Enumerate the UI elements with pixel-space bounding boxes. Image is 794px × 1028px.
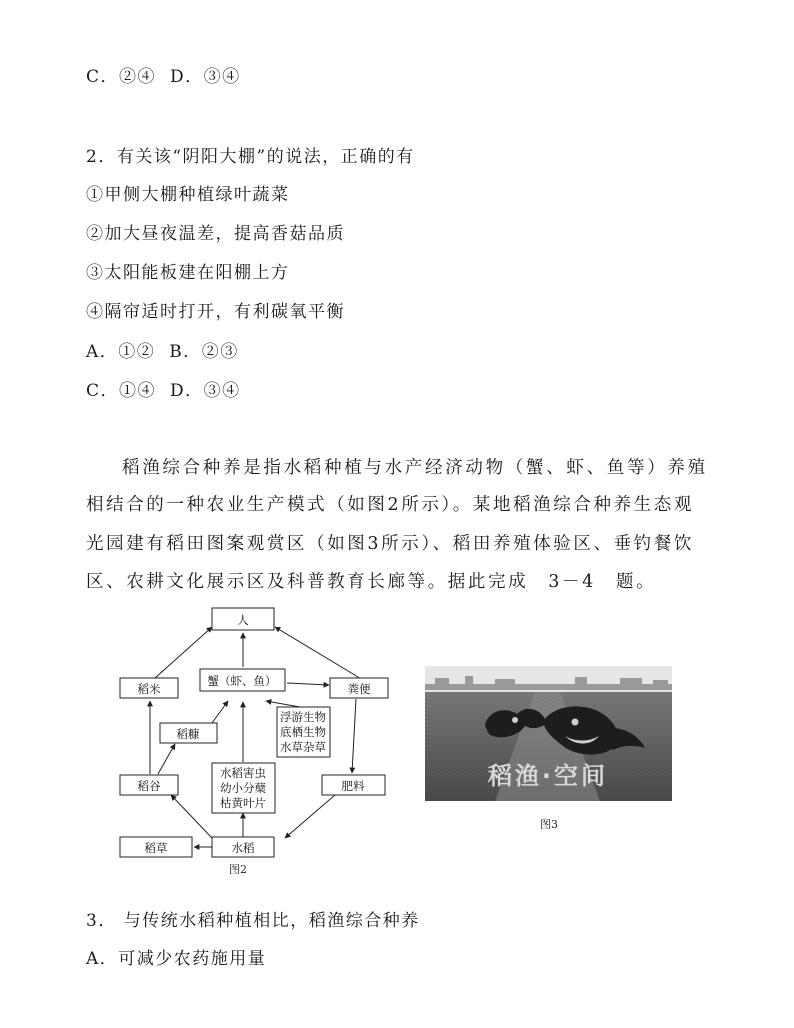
figure-2-diagram: [100, 605, 400, 880]
q2-option-b: B．②③: [169, 342, 239, 362]
q3-stem: 3． 与传统水稻种植相比，稻渔综合种养: [86, 911, 420, 931]
node-ren-label: 人: [237, 613, 249, 627]
passage-line-1: 稻渔综合种养是指水稻种植与水产经济动物（蟹、虾、鱼等）养殖: [122, 458, 708, 478]
q3-option-a: A．可减少农药施用量: [86, 949, 267, 969]
q2-item-3: ③太阳能板建在阳棚上方: [86, 263, 290, 283]
q1-option-d: D．③④: [170, 67, 241, 87]
q2-stem: 2．有关该“阴阳大棚”的说法，正确的有: [86, 147, 415, 167]
q2-options-cd: [86, 376, 241, 401]
node-daocao-label: 稻草: [144, 841, 168, 855]
node-pests-label-2: 幼小分蘖: [220, 781, 266, 795]
node-xie-label: 蟹（虾、鱼）: [207, 674, 277, 688]
q1-options-cd: [86, 62, 241, 87]
passage-line-4: 区、农耕文化展示区及科普教育长廊等。据此完成 3－4 题。: [86, 572, 657, 592]
node-pests-label-1: 水稻害虫: [220, 766, 266, 780]
passage-line-2: 相结合的一种农业生产模式（如图2所示）。某地稻渔综合种养生态观: [86, 495, 694, 515]
q1-option-c: C．②④: [86, 67, 157, 87]
photo-field-text: 稻渔·空间: [487, 762, 609, 790]
node-plankton-label-3: 水草杂草: [280, 740, 326, 754]
q2-item-4: ④隔帘适时打开，有利碳氧平衡: [86, 302, 345, 322]
node-daogu-label: 稻谷: [137, 779, 161, 793]
q2-option-d: D．③④: [170, 381, 241, 401]
node-daokang-label: 稻糠: [176, 727, 200, 741]
figure-2-caption: 图2: [229, 863, 247, 876]
node-fenbian-label: 粪便: [347, 682, 371, 696]
node-feiliao-label: 肥料: [341, 779, 365, 793]
figure-3-caption: 图3: [540, 818, 558, 831]
node-plankton-label-1: 浮游生物: [280, 710, 326, 724]
node-plankton-label-2: 底栖生物: [280, 725, 326, 739]
q2-item-1: ①甲侧大棚种植绿叶蔬菜: [86, 185, 290, 205]
q2-options-ab: [86, 337, 239, 362]
q2-item-2: ②加大昼夜温差，提高香菇品质: [86, 224, 345, 244]
node-shuidao-label: 水稻: [231, 841, 255, 855]
q2-option-a: A．①②: [86, 342, 156, 362]
node-pests-label-3: 枯黄叶片: [220, 796, 266, 810]
q2-option-c: C．①④: [86, 381, 157, 401]
passage-line-3: 光园建有稻田图案观赏区（如图3所示）、稻田养殖体验区、垂钓餐饮: [86, 534, 694, 554]
figure-3-photo: [425, 666, 672, 801]
node-daomi-label: 稻米: [137, 682, 161, 696]
